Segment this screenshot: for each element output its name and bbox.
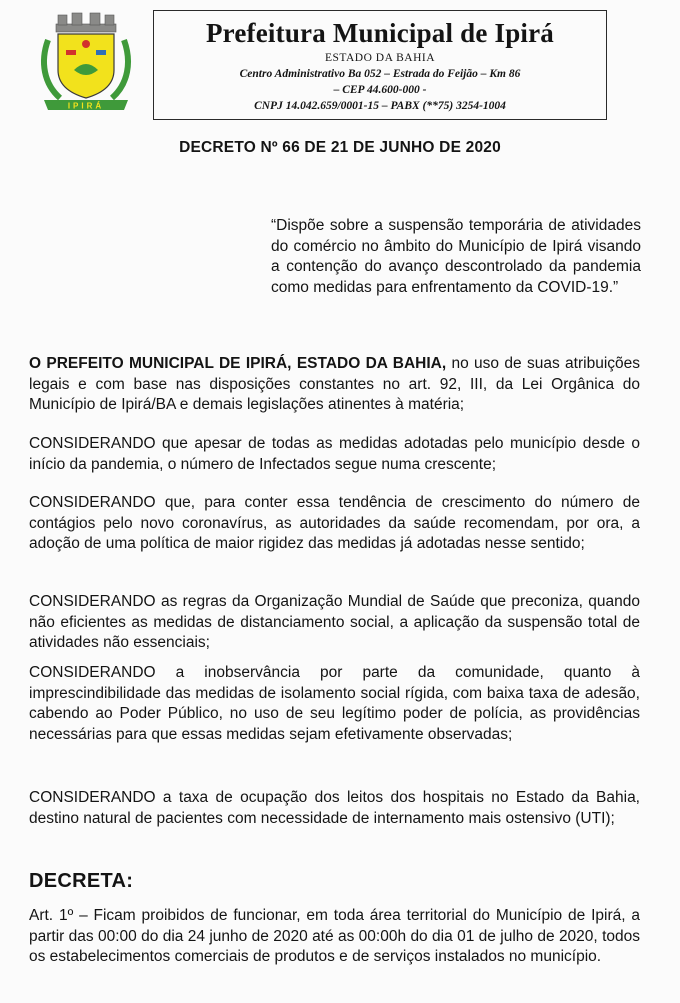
consideration-paragraph: CONSIDERANDO as regras da Organização Mundial de Saúde que preconiza, quando não eficientes as medidas de distanciamento social, a aplicação da suspensão total de atividades não essenciais;	[29, 593, 640, 651]
consideration-paragraph: CONSIDERANDO a taxa de ocupação dos leitos dos hospitais no Estado da Bahia, destino natural de pacientes com necessidade de internamento mais ostensivo (UTI);	[29, 789, 640, 827]
preamble-paragraph	[29, 354, 640, 416]
municipal-crest	[38, 10, 134, 114]
state-name: ESTADO DA BAHIA	[324, 52, 436, 64]
preamble-text: no uso de suas atribuições legais e com base nas disposições constantes no art. 92, III, da Lei Orgânica do Município de Ipirá/BA e demais legislações atinentes à matéria;	[29, 355, 640, 413]
decreta-heading: DECRETA:	[29, 870, 134, 892]
letterhead	[153, 10, 607, 120]
consideration-paragraph: CONSIDERANDO que apesar de todas as medidas adotadas pelo município desde o início da pandemia, o número de Infectados segue numa crescente;	[29, 435, 640, 473]
cnpj-line: CNPJ 14.042.659/0001-15 – PABX (**75) 3254-1004	[254, 100, 506, 112]
coat-of-arms-icon	[38, 10, 134, 114]
consideration-paragraph: CONSIDERANDO que, para conter essa tendência de crescimento do número de contágios pelo novo coronavírus, as autoridades da saúde recomendam, por ora, a adoção de uma política de maior rigidez das medidas já adotadas nesse sentido;	[29, 494, 640, 552]
municipality-title: Prefeitura Municipal de Ipirá	[205, 18, 555, 48]
crest-caption: IPIRÁ	[67, 101, 105, 111]
address-line: Centro Administrativo Ba 052 – Estrada do Feijão – Km 86	[239, 68, 521, 80]
cep-line: – CEP 44.600-000 -	[333, 84, 427, 96]
article-paragraph: Art. 1º – Ficam proibidos de funcionar, em toda área territorial do Município de Ipirá, a partir das 00:00 do dia 24 junho de 2020 até as 00:00h do dia 01 de julho de 2020, todos os estabelecimentos comerciais de produtos e de serviços instalados no município.	[29, 907, 640, 965]
decree-summary: “Dispõe sobre a suspensão temporária de atividades do comércio no âmbito do Município de Ipirá visando a contenção do avanço descontrolado da pandemia como medidas para enfrentamento da COVID-19.”	[271, 217, 641, 296]
consideration-paragraph: CONSIDERANDO a inobservância por parte da comunidade, quanto à imprescindibilidade das medidas de isolamento social rígida, com baixa taxa de adesão, cabendo ao Poder Público, no uso de seu legítimo poder de polícia, as providências necessárias para que essas medidas sejam efetivamente observadas;	[29, 664, 640, 743]
decree-title: DECRETO Nº 66 DE 21 DE JUNHO DE 2020	[179, 139, 501, 156]
preamble-bold: O PREFEITO MUNICIPAL DE IPIRÁ, ESTADO DA BAHIA,	[29, 355, 447, 372]
